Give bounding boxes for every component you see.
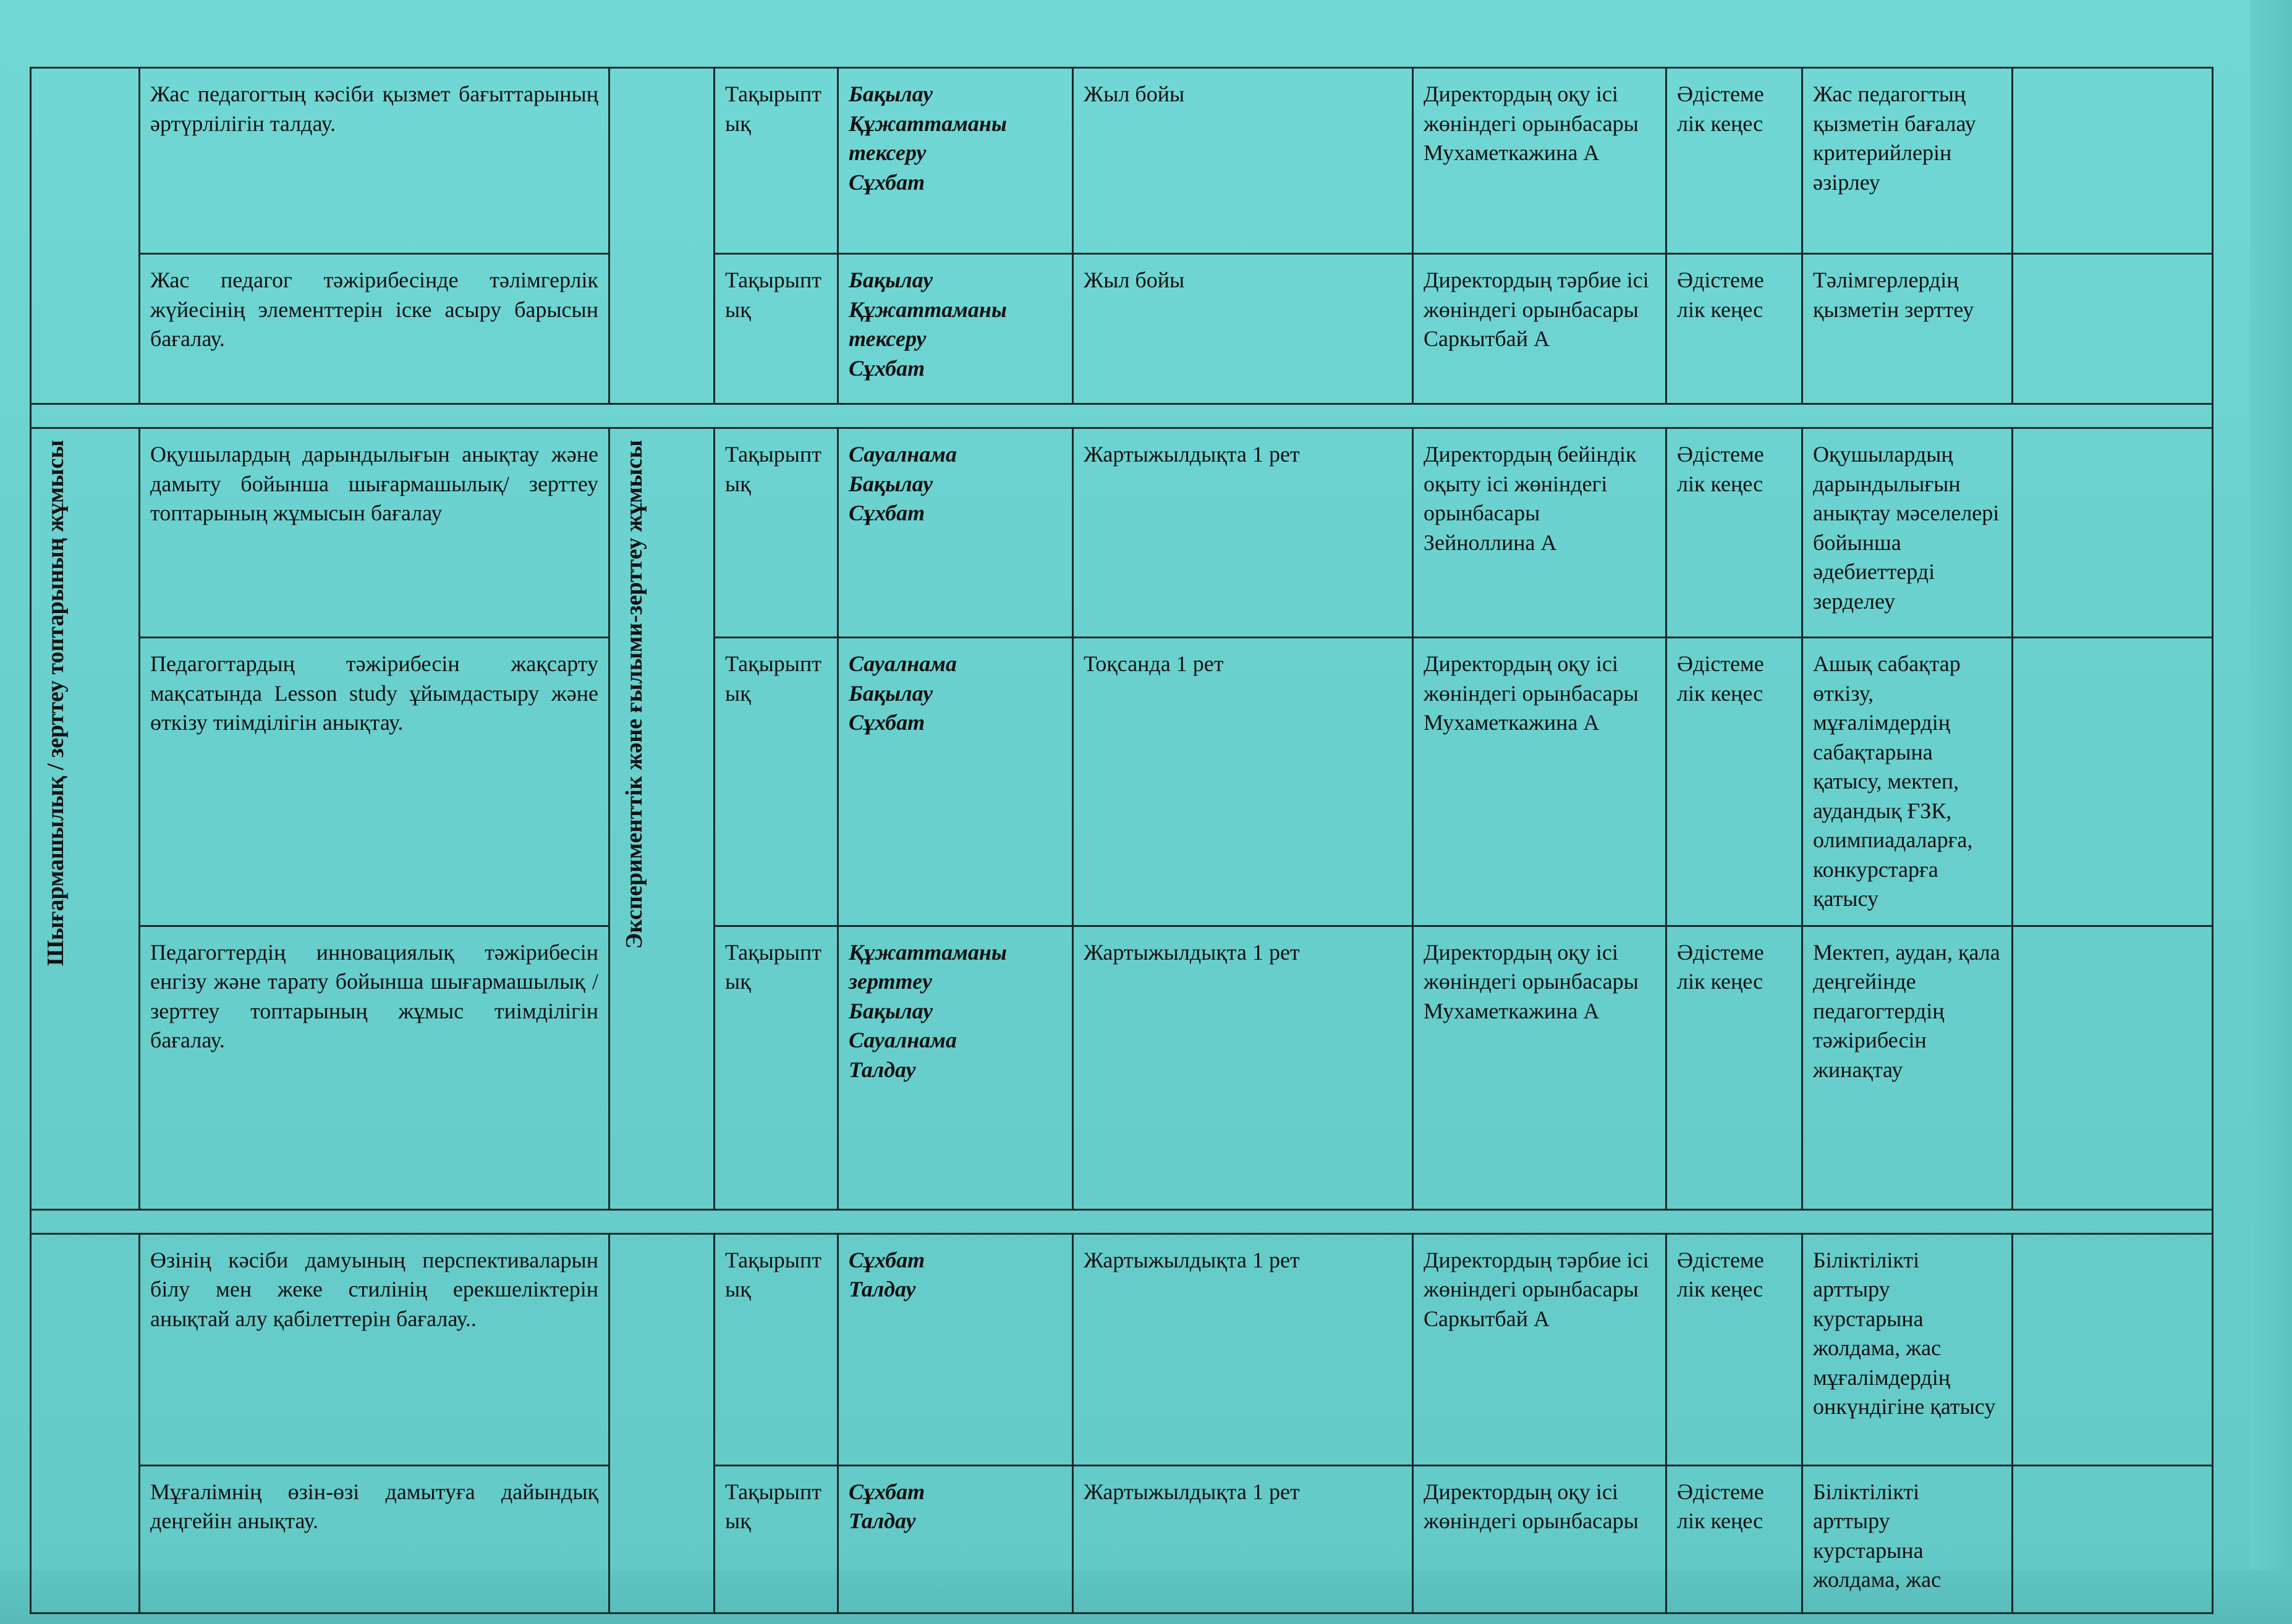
empty-cell — [2013, 1465, 2213, 1613]
empty-cell — [2013, 1233, 2213, 1465]
review-cell: Әдістеме лік кеңес — [1666, 254, 1802, 404]
empty-cell — [2013, 254, 2213, 404]
method-item: Құжаттаманы зерттеу — [849, 939, 1007, 994]
result-cell: Тәлімгерлердің қызметін зерттеу — [1802, 254, 2013, 404]
control-plan-table — [30, 67, 2213, 1614]
result-cell: Біліктілікті арттыру курстарына жолдама, жас мұғалімдердің онкүндігіне қатысу — [1802, 1233, 2013, 1465]
control-type-cell: Тақырыптық — [715, 926, 838, 1209]
control-type-cell: Тақырыптық — [715, 1233, 838, 1465]
section-label-cell — [609, 428, 715, 1210]
table-row — [31, 1233, 2213, 1465]
period-cell: Тоқсанда 1 рет — [1073, 638, 1413, 926]
responsible-cell: Директордың тәрбие ісі жөніндегі орынбасары Саркытбай А — [1413, 1233, 1666, 1465]
method-item: Сұхбат — [849, 355, 925, 381]
empty-cell — [2013, 638, 2213, 926]
review-cell: Әдістеме лік кеңес — [1666, 1465, 1802, 1613]
method-item: Бақылау — [849, 268, 933, 292]
methods-cell — [838, 254, 1073, 404]
method-item: Сұхбат — [849, 710, 925, 735]
method-item: Бақылау — [849, 471, 933, 496]
method-item: Бақылау — [849, 680, 933, 706]
table-row — [31, 1465, 2213, 1613]
criterion-cell: Жас педагогтың кәсіби қызмет бағыттарының әртүрлілігін талдау. — [140, 68, 609, 254]
table-row — [31, 254, 2213, 404]
empty-cell — [2013, 68, 2213, 254]
criterion-cell: Педагогтардың тәжірибесін жақсарту мақсатында Lesson study ұйымдастыру және өткізу тиімділігін анықтау. — [140, 638, 609, 926]
period-cell: Жыл бойы — [1073, 68, 1413, 254]
section-label-creative: Шығармашылық / зерттеу топтарының жұмысы — [43, 440, 69, 966]
section-label-cell — [31, 1233, 140, 1613]
result-cell: Оқушылардың дарындылығын анықтау мәселелері бойынша әдебиеттерді зерделеу — [1802, 428, 2013, 638]
separator-row — [31, 404, 2213, 428]
methods-cell — [838, 638, 1073, 926]
method-item: Сұхбат — [849, 501, 925, 526]
control-type-cell: Тақырыптық — [715, 1465, 838, 1613]
section-label-cell — [31, 68, 140, 404]
period-cell: Жартыжылдықта 1 рет — [1073, 926, 1413, 1209]
control-type-cell: Тақырыптық — [715, 68, 838, 254]
criterion-cell: Педагогтердің инновациялық тәжірибесін енгізу және тарату бойынша шығармашылық / зерттеу топтарының жұмыс тиімділігін бағалау. — [140, 926, 609, 1209]
methods-cell — [838, 68, 1073, 254]
responsible-cell: Директордың оқу ісі жөніндегі орынбасары — [1413, 1465, 1666, 1613]
method-item: Талдау — [849, 1057, 916, 1082]
section-label-cell — [31, 428, 140, 1210]
review-cell: Әдістеме лік кеңес — [1666, 926, 1802, 1209]
method-item: Талдау — [849, 1508, 916, 1534]
section-label-cell — [609, 1233, 715, 1613]
responsible-cell: Директордың тәрбие ісі жөніндегі орынбасары Саркытбай А — [1413, 254, 1666, 404]
page-edge-shadow — [2250, 0, 2292, 1624]
empty-cell — [2013, 428, 2213, 638]
result-cell: Біліктілікті арттыру курстарына жолдама, жас — [1802, 1465, 2013, 1613]
period-cell: Жартыжылдықта 1 рет — [1073, 1465, 1413, 1613]
responsible-cell: Директордың оқу ісі жөніндегі орынбасары Мухаметкажина А — [1413, 638, 1666, 926]
table-row — [31, 68, 2213, 254]
control-type-cell: Тақырыптық — [715, 638, 838, 926]
period-cell: Жартыжылдықта 1 рет — [1073, 1233, 1413, 1465]
period-cell: Жыл бойы — [1073, 254, 1413, 404]
result-cell: Ашық сабақтар өткізу, мұғалімдердің сабақтарына қатысу, мектеп, аудандық ҒЗК, олимпиадаларға, конкурстарға қатысу — [1802, 638, 2013, 926]
table-row — [31, 926, 2213, 1209]
criterion-cell: Мұғалімнің өзін-өзі дамытуға дайындық деңгейін анықтау. — [140, 1465, 609, 1613]
method-item: Сұхбат — [849, 169, 925, 195]
table-row — [31, 428, 2213, 638]
method-item: Сауалнама — [849, 651, 957, 676]
responsible-cell: Директордың бейіндік оқыту ісі жөніндегі орынбасары Зейноллина А — [1413, 428, 1666, 638]
method-item: Сауалнама — [849, 1028, 957, 1053]
review-cell: Әдістеме лік кеңес — [1666, 68, 1802, 254]
method-item: Бақылау — [849, 998, 933, 1023]
separator-row — [31, 1209, 2213, 1233]
criterion-cell: Жас педагог тәжірибесінде тәлімгерлік жүйесінің элементтерін іске асыру барысын бағалау. — [140, 254, 609, 404]
methods-cell — [838, 1465, 1073, 1613]
method-item: Сұхбат — [849, 1247, 925, 1272]
methods-cell — [838, 926, 1073, 1209]
method-item: Сұхбат — [849, 1479, 925, 1504]
methods-cell — [838, 1233, 1073, 1465]
method-item: Құжаттаманы тексеру — [849, 297, 1007, 352]
section-label-cell — [609, 68, 715, 404]
methods-cell — [838, 428, 1073, 638]
criterion-cell: Өзінің кәсіби дамуының перспективаларын білу мен жеке стилінің ерекшеліктерін анықтай алу қабілеттерін бағалау.. — [140, 1233, 609, 1465]
responsible-cell: Директордың оқу ісі жөніндегі орынбасары Мухаметкажина А — [1413, 926, 1666, 1209]
empty-cell — [2013, 926, 2213, 1209]
responsible-cell: Директордың оқу ісі жөніндегі орынбасары Мухаметкажина А — [1413, 68, 1666, 254]
method-item: Талдау — [849, 1277, 916, 1302]
review-cell: Әдістеме лік кеңес — [1666, 638, 1802, 926]
period-cell: Жартыжылдықта 1 рет — [1073, 428, 1413, 638]
control-type-cell: Тақырыптық — [715, 254, 838, 404]
method-item: Құжаттаманы тексеру — [849, 111, 1007, 166]
control-type-cell: Тақырыптық — [715, 428, 838, 638]
method-item: Сауалнама — [849, 442, 957, 467]
table-row — [31, 638, 2213, 926]
section-label-experimental: Эксперименттік және ғылыми-зерттеу жұмысы — [621, 440, 647, 949]
result-cell: Жас педагогтың қызметін бағалау критерийлерін әзірлеу — [1802, 68, 2013, 254]
review-cell: Әдістеме лік кеңес — [1666, 428, 1802, 638]
review-cell: Әдістеме лік кеңес — [1666, 1233, 1802, 1465]
result-cell: Мектеп, аудан, қала деңгейінде педагогтердің тәжірибесін жинақтау — [1802, 926, 2013, 1209]
criterion-cell: Оқушылардың дарындылығын анықтау және дамыту бойынша шығармашылық/ зерттеу топтарының жұмысын бағалау — [140, 428, 609, 638]
method-item: Бақылау — [849, 82, 933, 106]
